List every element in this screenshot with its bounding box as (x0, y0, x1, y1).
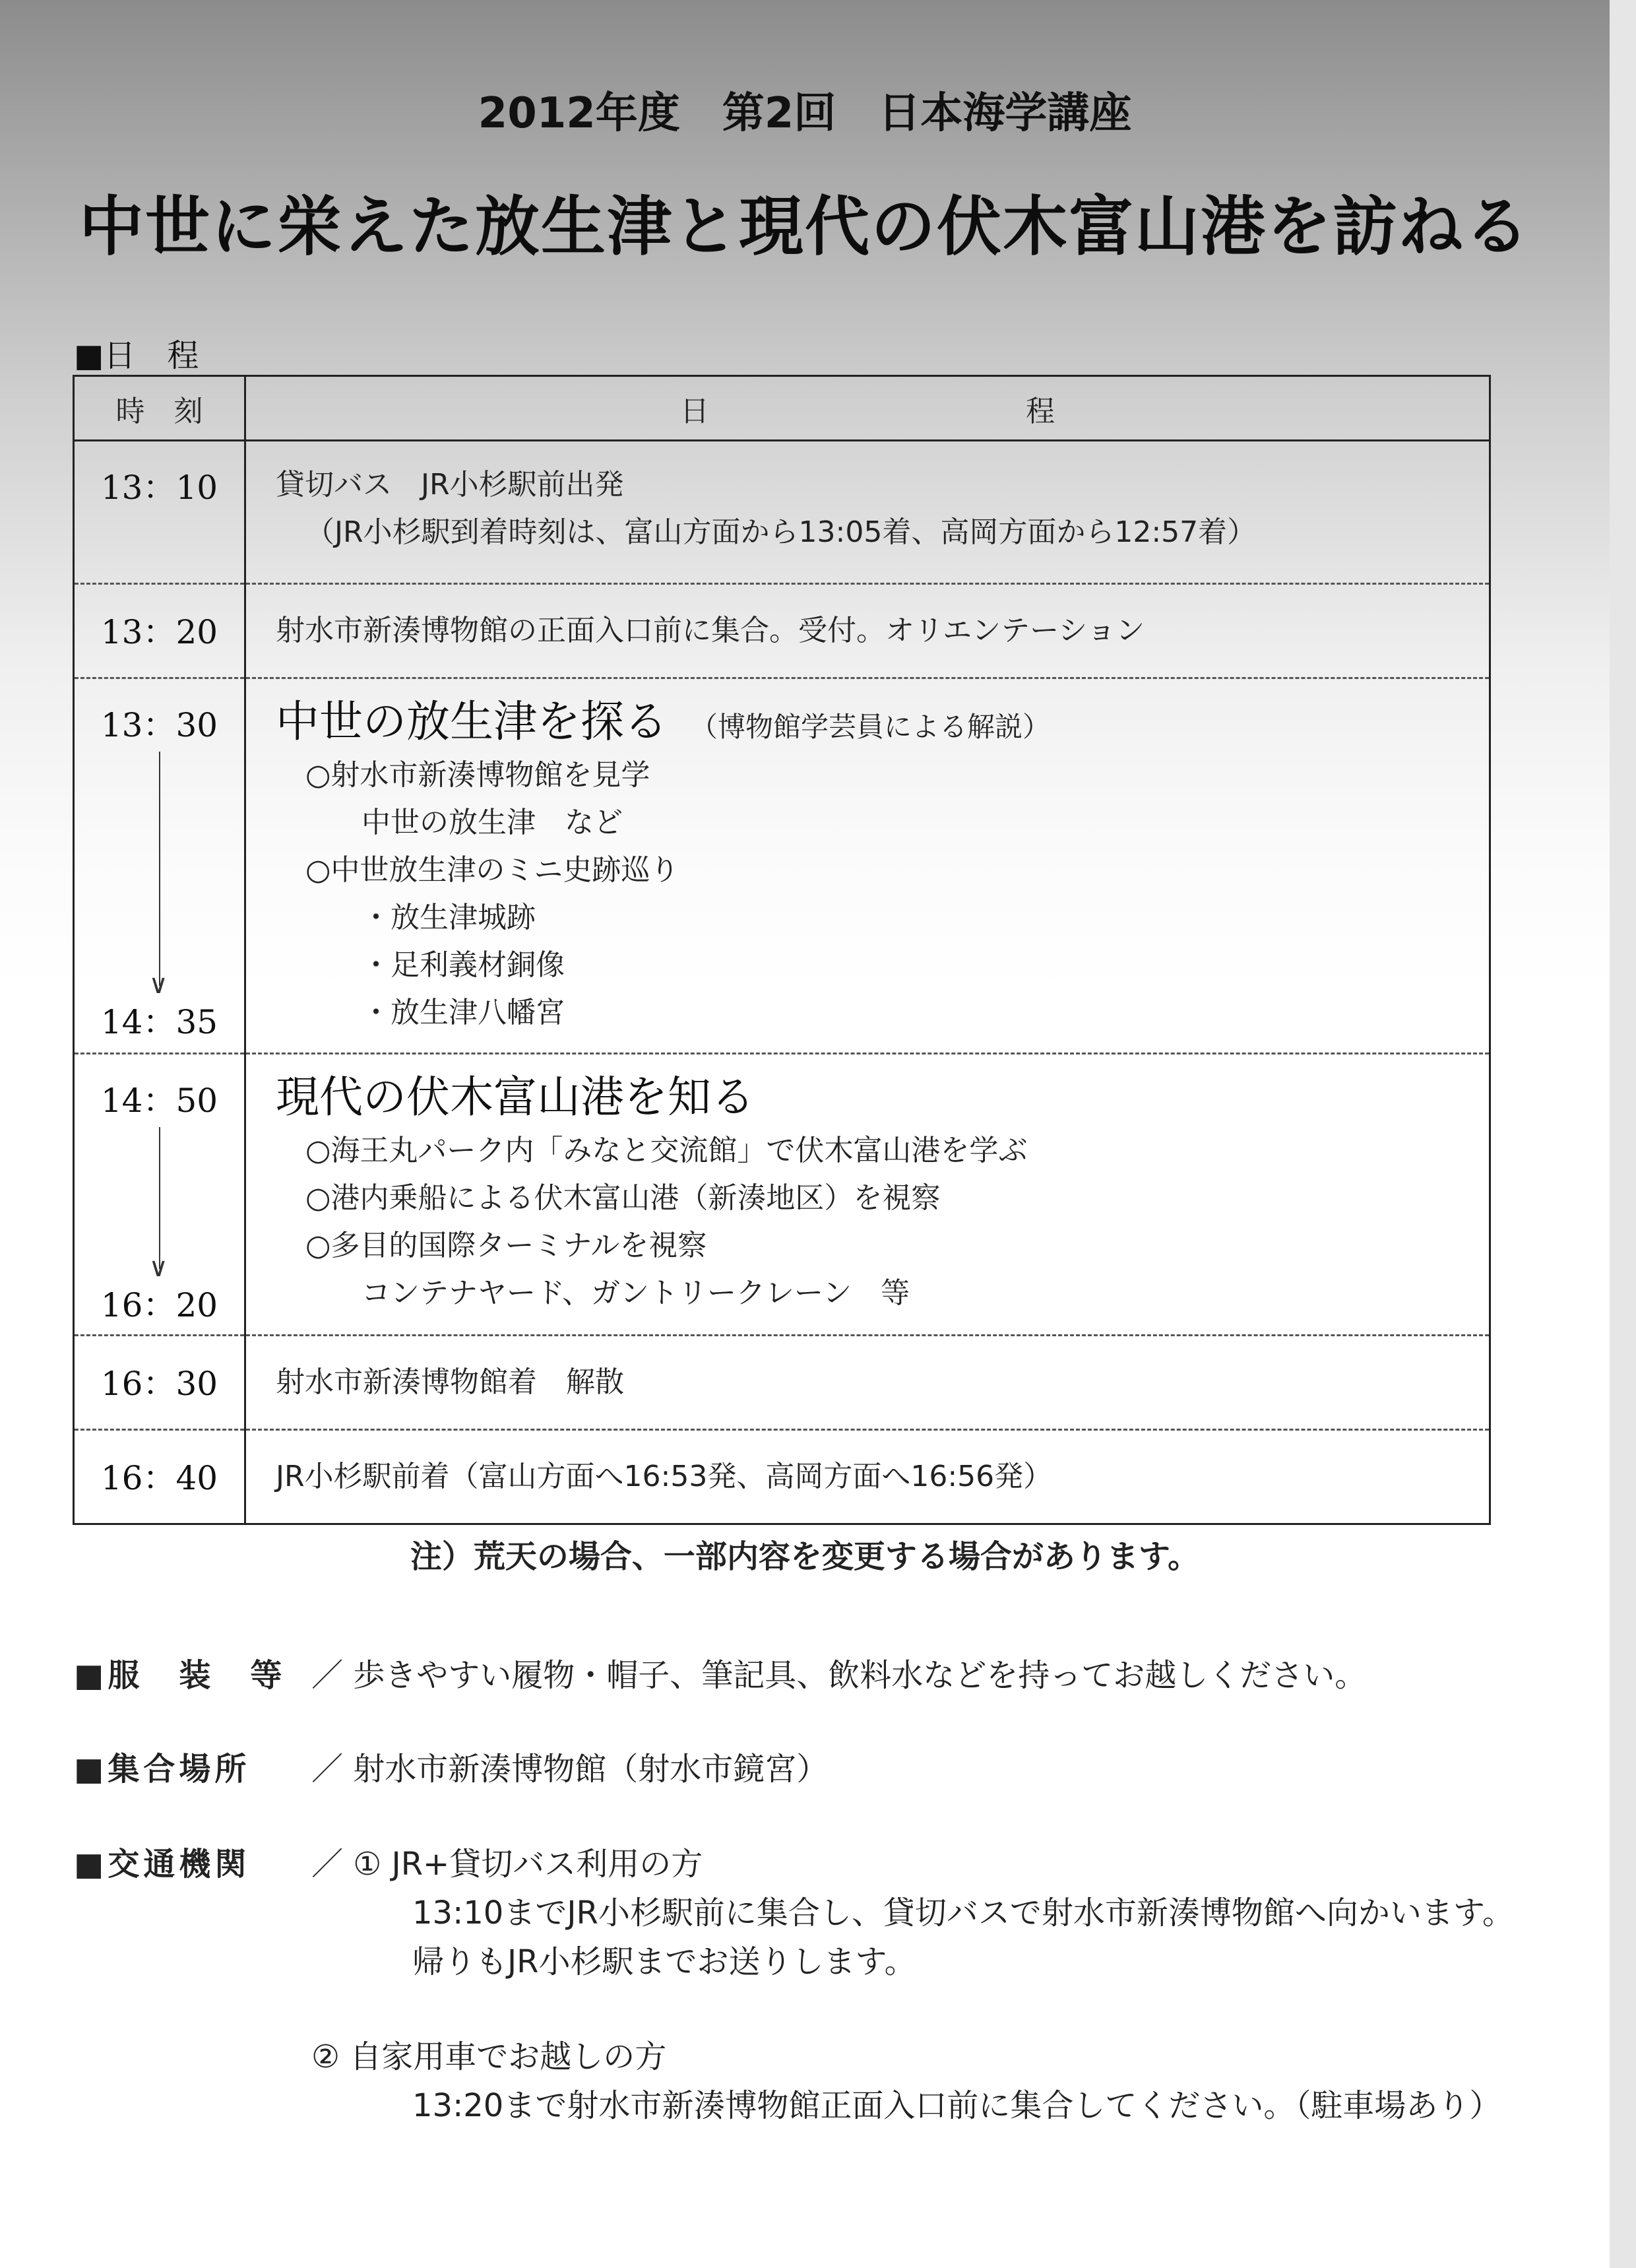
schedule-cell (245, 584, 1490, 678)
time-arrow-line (159, 752, 160, 986)
schedule-line: ○港内乗船による伏木富山港（新湊地区）を視察 (305, 1181, 941, 1215)
schedule-section-label: ■日 程 (74, 337, 199, 374)
table-row (74, 1430, 1490, 1524)
schedule-column-header (245, 376, 1490, 441)
time-cell (74, 584, 245, 678)
schedule-cell (245, 441, 1490, 584)
section-heading: 中世の放生津を探る (276, 696, 668, 747)
schedule-line: （JR小杉駅到着時刻は、富山方面から13:05着、高岡方面から12:57着） (305, 515, 1257, 549)
schedule-cell (245, 678, 1490, 1054)
time-end: 14：35 (100, 1003, 218, 1041)
page-edge-strip (1610, 0, 1636, 2268)
meeting-info (74, 1743, 828, 1789)
schedule-header-row (74, 376, 1490, 441)
attire-info (74, 1650, 1366, 1695)
time-cell (74, 1336, 245, 1430)
meeting-text: ／ 射水市新湊博物館（射水市鏡宮） (311, 1751, 829, 1788)
schedule-line: ・足利義材銅像 (362, 948, 565, 982)
transport-info (74, 1838, 703, 1884)
table-row (74, 441, 1490, 584)
schedule-line: ・放生津城跡 (362, 901, 536, 934)
schedule-line: 貸切バス JR小杉駅前出発 (276, 468, 624, 502)
time-cell (74, 441, 245, 584)
time-cell (74, 1054, 245, 1336)
schedule-line: ○多目的国際ターミナルを視察 (305, 1229, 707, 1262)
meeting-label: ■集合場所 (74, 1751, 251, 1788)
transport-option1-line2: 帰りもJR小杉駅までお送りします。 (412, 1943, 916, 1980)
arrow-down-icon: ∨ (148, 969, 168, 1000)
schedule-line: ○射水市新湊博物館を見学 (305, 758, 650, 792)
time-column-header: 時 刻 (74, 376, 245, 441)
arrow-down-icon: ∨ (148, 1252, 168, 1283)
schedule-cell (245, 1336, 1490, 1430)
schedule-cell (245, 1430, 1490, 1524)
page-title: 中世に栄えた放生津と現代の伏木富山港を訪ねる (79, 189, 1530, 265)
schedule-cell (245, 1054, 1490, 1336)
time-value: 16：30 (100, 1365, 218, 1403)
schedule-header-right: 程 (1026, 394, 1055, 428)
time-value: 13：20 (100, 613, 218, 651)
time-cell (74, 678, 245, 1054)
time-arrow-line (159, 1127, 160, 1269)
transport-label: ■交通機関 (74, 1846, 251, 1883)
table-row (74, 1336, 1490, 1430)
time-cell (74, 1430, 245, 1524)
transport-option1-line1: 13:10までJR小杉駅前に集合し、貸切バスで射水市新湊博物館へ向かいます。 (412, 1895, 1514, 1931)
schedule-note: 注）荒天の場合、一部内容を変更する場合があります。 (410, 1538, 1200, 1575)
schedule-line: コンテナヤード、ガントリークレーン 等 (362, 1276, 910, 1310)
section-heading-note: （博物館学芸員による解説） (690, 711, 1051, 743)
schedule-table (73, 375, 1491, 1525)
transport-option2-title: ② 自家用車でお越しの方 (311, 2038, 667, 2075)
table-row (74, 678, 1490, 1054)
table-row (74, 1054, 1490, 1336)
transport-option2-line1: 13:20まで射水市新湊博物館正面入口前に集合してください。（駐車場あり） (412, 2087, 1501, 2124)
section-heading: 現代の伏木富山港を知る (276, 1072, 755, 1122)
time-value: 16：40 (100, 1459, 218, 1497)
schedule-line: JR小杉駅前着（富山方面へ16:53発、高岡方面へ16:56発） (276, 1460, 1053, 1493)
schedule-header-left: 日 (680, 394, 709, 428)
time-end: 16：20 (100, 1286, 218, 1324)
schedule-line: ○海王丸パーク内「みなと交流館」で伏木富山港を学ぶ (305, 1134, 1028, 1167)
schedule-line: 中世の放生津 など (362, 806, 623, 839)
lecture-subtitle: 2012年度 第2回 日本海学講座 (478, 89, 1132, 138)
schedule-line: ○中世放生津のミニ史跡巡り (305, 853, 679, 887)
transport-option1-title: ／ ① JR+貸切バス利用の方 (311, 1846, 703, 1883)
attire-text: ／ 歩きやすい履物・帽子、筆記具、飲料水などを持ってお越しください。 (311, 1657, 1367, 1694)
time-start: 13：30 (100, 706, 218, 744)
time-value: 13：10 (100, 469, 218, 507)
schedule-line: 射水市新湊博物館の正面入口前に集合。受付。オリエンテーション (276, 614, 1145, 647)
time-start: 14：50 (100, 1082, 218, 1120)
table-row (74, 584, 1490, 678)
attire-label: ■服 装 等 (74, 1657, 286, 1694)
schedule-line: ・放生津八幡宮 (362, 996, 565, 1029)
schedule-line: 射水市新湊博物館着 解散 (276, 1365, 624, 1399)
